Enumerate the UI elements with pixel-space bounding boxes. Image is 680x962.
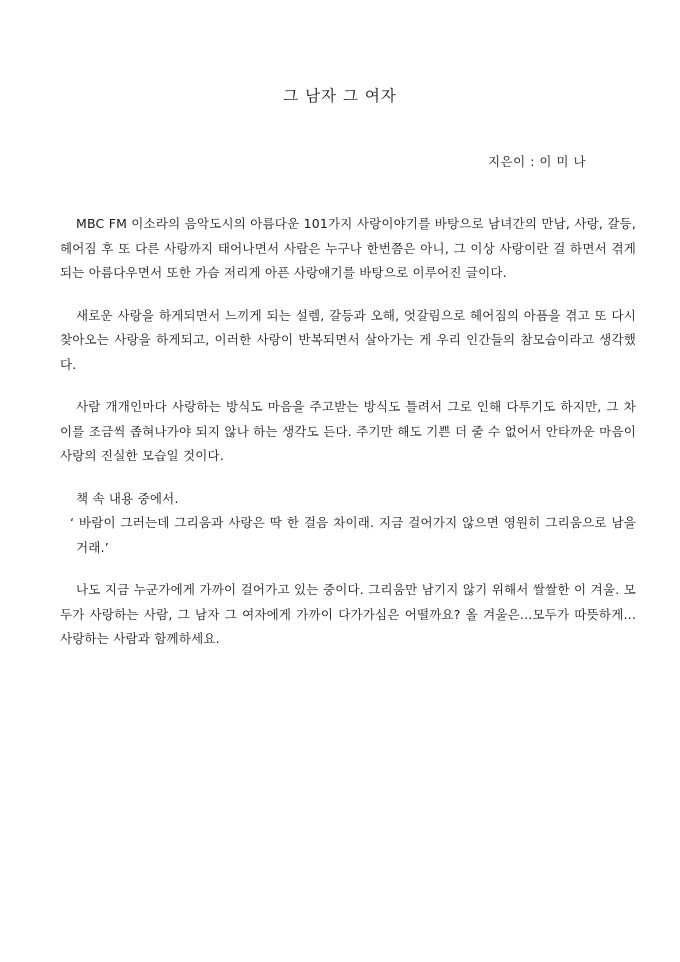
paragraph-intro: MBC FM 이소라의 음악도시의 아름다운 101가지 사랑이야기를 바탕으로 남녀간의 만남, 사랑, 갈등, 헤어짐 후 또 다른 사랑까지 태어나면서 사람은 누구나 한번쯤은 아니, 그 이상 사랑이란 걸 하면서 겪게 되는 아름다우면서 또한 가슴 저리게 아픈 사랑얘기를 바탕으로 이루어진 글이다. xyxy=(60,216,636,280)
paragraph-love-cycle: 새로운 사랑을 하게되면서 느끼게 되는 설렘, 갈등과 오해, 엇갈림으로 헤어짐의 아픔을 겪고 또 다시 찾아오는 사랑을 하게되고, 이러한 사랑이 반복되면서 살아가는 게 우리 인간들의 참모습이라고 생각했다. xyxy=(60,307,636,372)
author-line: 지은이 : 이 미 나 xyxy=(488,154,587,169)
book-quote: ‘ 바람이 그러는데 그리움과 사랑은 딱 한 걸음 차이래. 지금 걸어가지 않으면 영원히 그리움으로 남을거래.’ xyxy=(70,515,636,555)
paragraph-differences: 사람 개개인마다 사랑하는 방식도 마음을 주고받는 방식도 틀려서 그로 인해 다투기도 하지만, 그 차이를 조금씩 좁혀나가야 되지 않나 하는 생각도 든다. 주기만 해도 기쁜 더 줄 수 없어서 안타까운 마음이 사랑의 진실한 모습일 것이다. xyxy=(60,399,636,463)
document-title: 그 남자 그 여자 xyxy=(283,87,397,105)
paragraph-closing: 나도 지금 누군가에게 가까이 걸어가고 있는 중이다. 그리움만 남기지 않기 위해서 쌀쌀한 이 겨울. 모두가 사랑하는 사람, 그 남자 그 여자에게 가까이 다가가심은 어떨까요? 올 겨울은...모두가 따뜻하게...사랑하는 사람과 함께하세요. xyxy=(60,582,636,646)
quote-intro: 책 속 내용 중에서. xyxy=(76,490,179,506)
document-body xyxy=(60,212,636,670)
